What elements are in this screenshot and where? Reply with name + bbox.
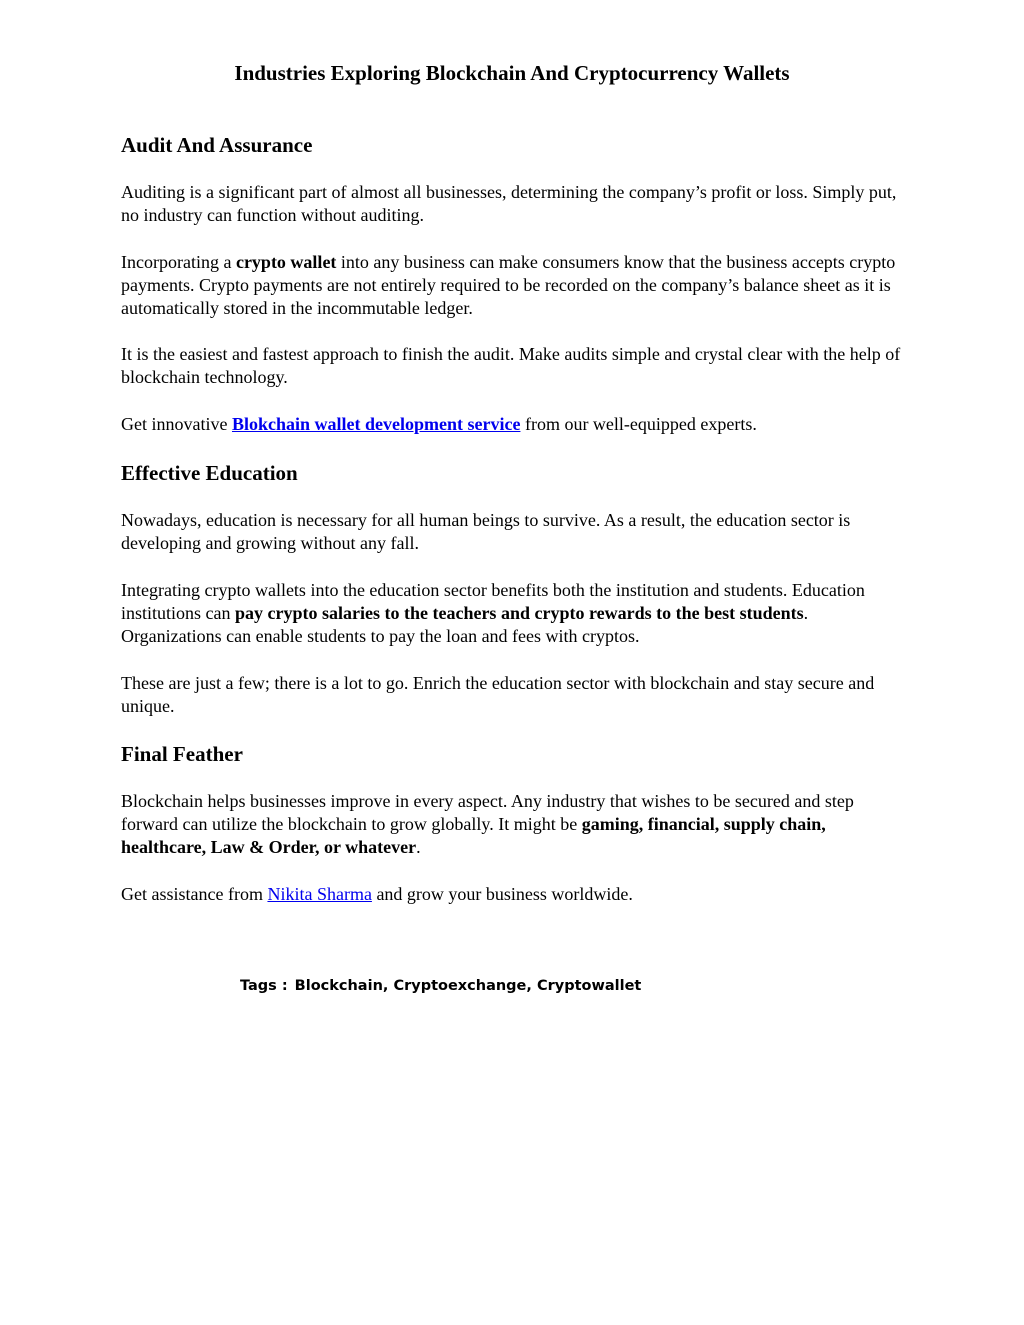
paragraph-text: Auditing is a significant part of almost all businesses, determining the company’s profit or loss. Simply put, no industry can function without auditing. bbox=[121, 182, 897, 225]
paragraph-text: These are just a few; there is a lot to go. Enrich the education sector with blockchain and stay secure and unique. bbox=[121, 673, 875, 716]
paragraph-text-before: Incorporating a bbox=[121, 252, 236, 272]
bold-crypto-salaries: pay crypto salaries to the teachers and crypto rewards to the best students bbox=[235, 603, 804, 623]
paragraph-audit-approach bbox=[121, 343, 911, 389]
paragraph-final-blockchain bbox=[121, 790, 911, 859]
paragraph-text-after: and grow your business worldwide. bbox=[371, 884, 633, 904]
tags-values: Blockchain, Cryptoexchange, Cryptowallet bbox=[294, 978, 642, 994]
paragraph-text-before: Get innovative bbox=[121, 414, 232, 434]
paragraph-text: It is the easiest and fastest approach to finish the audit. Make audits simple and crystal clear with the help of blockchain technology. bbox=[121, 344, 901, 387]
paragraph-text-before: Integrating crypto wallets into the education sector benefits both the institution and students. Education institutions can bbox=[121, 580, 865, 623]
paragraph-education-crypto bbox=[121, 579, 911, 648]
bold-industries-list: gaming, financial, supply chain, healthcare, Law & Order, or whatever bbox=[121, 814, 826, 857]
tags-label: Tags : bbox=[240, 978, 288, 994]
section-heading-audit: Audit And Assurance bbox=[121, 133, 313, 157]
paragraph-final-assistance bbox=[121, 883, 911, 906]
bold-crypto-wallet: crypto wallet bbox=[235, 252, 337, 272]
document-title: Industries Exploring Blockchain And Cryptocurrency Wallets bbox=[234, 61, 790, 85]
paragraph-education-enrich bbox=[121, 672, 911, 718]
paragraph-text: Nowadays, education is necessary for all human beings to survive. As a result, the education sector is developing and growing without any fall. bbox=[121, 510, 851, 553]
paragraph-audit-intro bbox=[121, 181, 911, 227]
paragraph-education-intro bbox=[121, 509, 911, 555]
wallet-development-service-link[interactable]: Blokchain wallet development service bbox=[231, 414, 521, 434]
paragraph-audit-service bbox=[121, 413, 911, 436]
paragraph-text-after: into any business can make consumers know that the business accepts crypto payments. Crypto payments are not entirely required to be recorded on the company’s balance sheet as it is automatically stored in the incommutable ledger. bbox=[121, 252, 896, 318]
tags-line bbox=[240, 975, 641, 997]
paragraph-audit-crypto-wallet bbox=[121, 251, 911, 320]
paragraph-text-before: Get assistance from bbox=[121, 884, 268, 904]
section-heading-final: Final Feather bbox=[121, 742, 243, 766]
paragraph-text-after: . Organizations can enable students to pay the loan and fees with cryptos. bbox=[121, 603, 809, 646]
nikita-sharma-link[interactable]: Nikita Sharma bbox=[267, 884, 372, 904]
section-heading-education: Effective Education bbox=[121, 461, 298, 485]
paragraph-text-before: Blockchain helps businesses improve in every aspect. Any industry that wishes to be secured and step forward can utilize the blockchain to grow globally. It might be bbox=[121, 791, 854, 834]
paragraph-text-after: . bbox=[416, 837, 421, 857]
paragraph-text-after: from our well-equipped experts. bbox=[520, 414, 757, 434]
